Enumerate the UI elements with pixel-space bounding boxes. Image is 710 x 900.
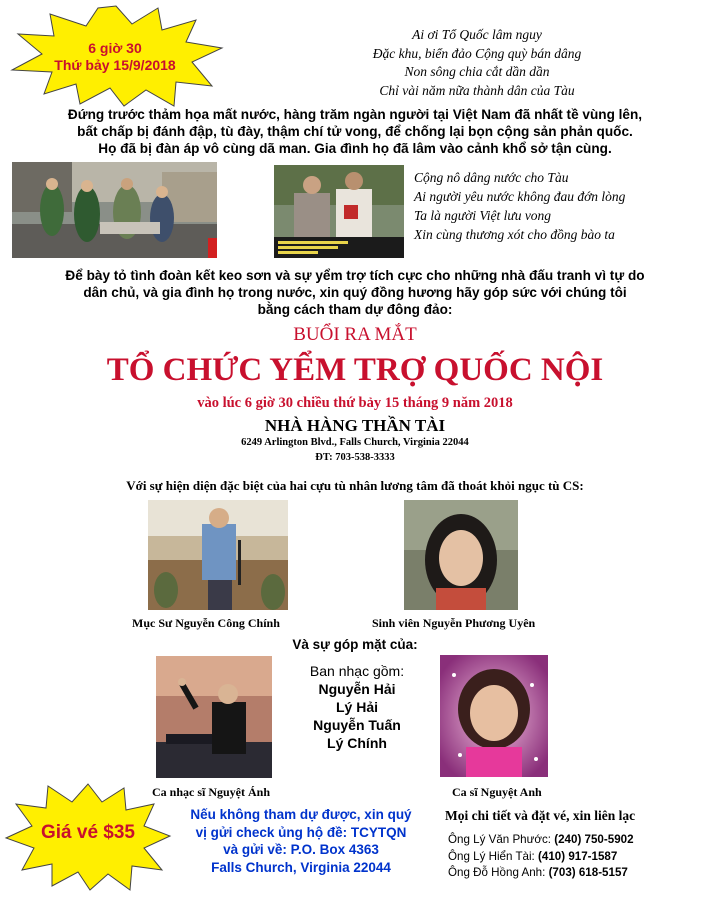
event-date: Thứ bảy 15/9/2018 (54, 57, 176, 73)
event-subtitle: BUỔI RA MẮT (293, 324, 417, 345)
event-when: vào lúc 6 giờ 30 chiều thứ bảy 15 tháng 9 năm 2018 (197, 395, 513, 411)
band-member: Nguyễn Hải (318, 681, 396, 697)
venue-phone: ĐT: 703-538-3333 (315, 452, 395, 463)
performer-photo-nguyet-anh (156, 656, 272, 778)
protest-photo-2 (274, 165, 404, 258)
contact-list (448, 832, 634, 882)
appeal-paragraph (0, 267, 710, 318)
contact-row (448, 849, 634, 866)
guest-photo-pastor (148, 500, 288, 610)
contact-name: Ông Lý Văn Phước: (448, 833, 552, 846)
guests-heading: Với sự hiện diện đặc biệt của hai cựu tù nhân lương tâm đã thoát khỏi ngục tù CS: (126, 478, 584, 493)
performer-caption-singer: Ca sĩ Nguyệt Anh (452, 785, 542, 799)
intro-paragraph (0, 106, 710, 157)
poem-line: Ai người yêu nước không đau đớn lòng (414, 189, 626, 204)
poem-line: Non sông chia cắt dần dần (404, 64, 550, 79)
event-time: 6 giờ 30 (88, 40, 142, 56)
event-title: TỔ CHỨC YỂM TRỢ QUỐC NỘI (106, 352, 604, 388)
performer-photo-nguyet-anh-singer (440, 655, 548, 777)
donation-line: và gửi về: P.O. Box 4363 (223, 842, 379, 857)
contact-phone: (410) 917-1587 (538, 849, 618, 863)
donation-info (172, 806, 430, 876)
band-member: Nguyễn Tuấn (313, 717, 401, 733)
contact-phone: (240) 750-5902 (554, 833, 634, 846)
poem-line: Chỉ vài năm nữa thành dân của Tàu (379, 82, 575, 98)
contact-phone: (703) 618-5157 (548, 866, 628, 879)
price-label: Giá vé $35 (40, 822, 136, 843)
intro-line: bất chấp bị đánh đập, tù đày, thậm chí tử vong, để chống lại bọn cộng sản phản quốc. (77, 124, 633, 139)
guest-caption-pastor: Mục Sư Nguyễn Công Chính (132, 616, 280, 630)
band-block (292, 662, 422, 752)
poem-line: Ai ơi Tổ Quốc lâm nguy (412, 27, 542, 42)
appeal-line: Để bày tỏ tình đoàn kết keo sơn và sự yểm trợ tích cực cho những nhà đấu tranh vì tự do (65, 268, 645, 283)
donation-line: vị gửi check ủng hộ đề: TCYTQN (195, 824, 407, 840)
appeal-line: dân chủ, và gia đình họ trong nước, xin quý đồng hương hãy góp sức với chúng tôi (83, 285, 627, 300)
guest-caption-student: Sinh viên Nguyễn Phương Uyên (372, 616, 536, 630)
poem-line: Cộng nô dâng nước cho Tàu (414, 170, 569, 185)
band-member: Lý Chính (327, 735, 387, 751)
contact-name: Ông Lý Hiển Tài: (448, 849, 535, 863)
performers-heading: Và sự góp mặt của: (292, 637, 418, 652)
guest-photo-student (404, 500, 518, 610)
poem-line: Xin cùng thương xót cho đồng bào ta (414, 227, 615, 242)
performer-caption-nguyet-anh: Ca nhạc sĩ Nguyệt Ánh (152, 785, 271, 799)
appeal-line: bằng cách tham dự đông đảo: (257, 302, 453, 317)
contact-heading: Mọi chi tiết và đặt vé, xin liên lạc (445, 808, 636, 823)
band-member: Lý Hải (335, 699, 378, 715)
protest-photo-1 (12, 162, 217, 258)
contact-row (448, 832, 634, 849)
intro-line: Họ đã bị đàn áp vô cùng dã man. Gia đình họ đã lâm vào cảnh khổ sở tận cùng. (98, 141, 612, 156)
poem-top (362, 26, 592, 100)
donation-line: Falls Church, Virginia 22044 (211, 859, 391, 875)
poem-line: Đặc khu, biển đảo Cộng quỳ bán dâng (372, 45, 582, 61)
venue-name: NHÀ HÀNG THẦN TÀI (264, 416, 446, 435)
contact-name: Ông Đỗ Hồng Anh: (448, 866, 546, 879)
contact-row (448, 865, 634, 882)
poem-mid (414, 168, 625, 244)
poem-line: Ta là người Việt lưu vong (414, 208, 552, 223)
intro-line: Đứng trước thảm họa mất nước, hàng trăm ngàn người tại Việt Nam đã nhất tề vùng lên, (67, 107, 643, 122)
band-label: Ban nhạc gồm: (309, 663, 405, 679)
donation-line: Nếu không tham dự được, xin quý (190, 807, 412, 822)
venue-address: 6249 Arlington Blvd., Falls Church, Virginia 22044 (241, 437, 469, 448)
